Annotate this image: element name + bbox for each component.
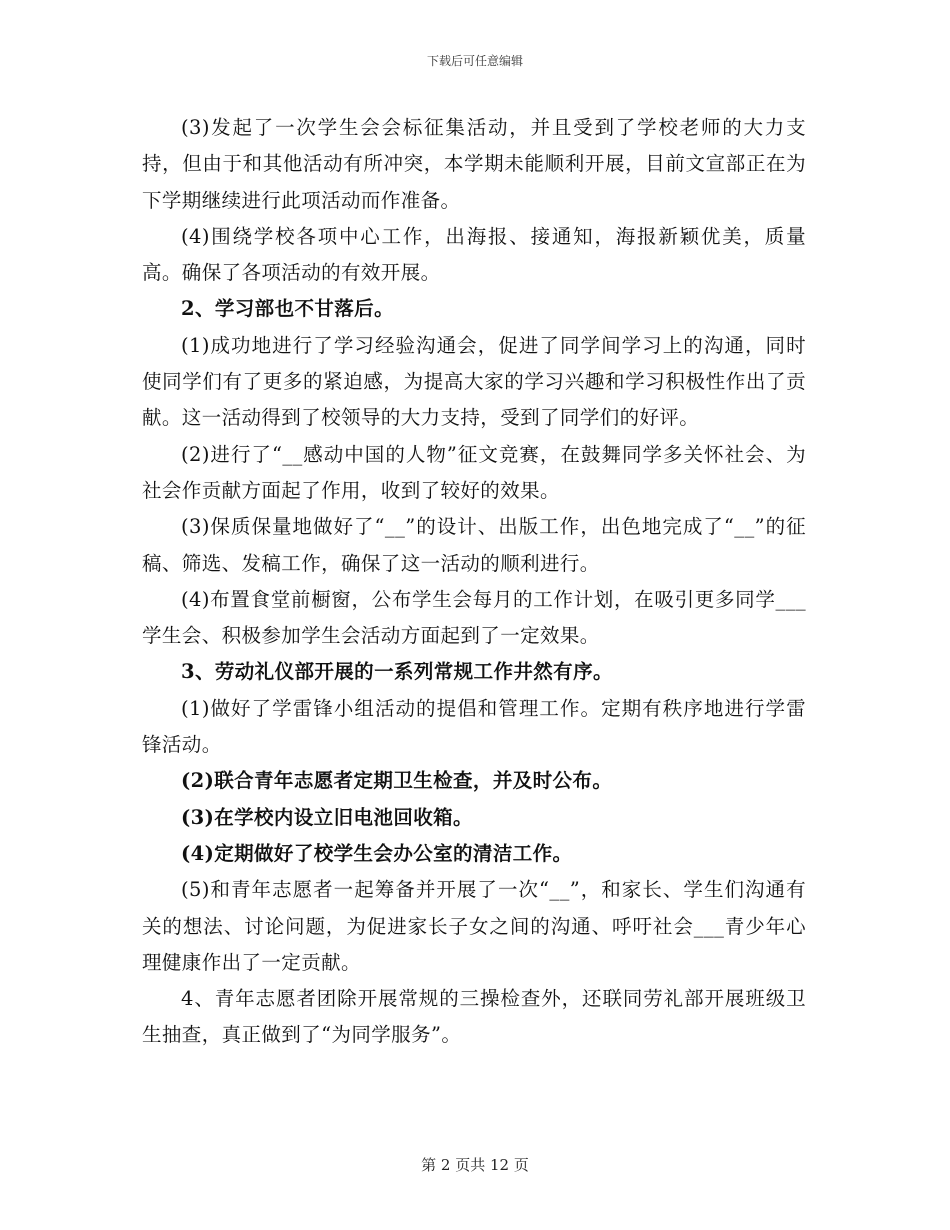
paragraph: (4)围绕学校各项中心工作，出海报、接通知，海报新颖优美，质量高。确保了各项活动的有效开展。 (142, 224, 806, 285)
paragraph: 4、青年志愿者团除开展常规的三操检查外，还联同劳礼部开展班级卫生抽查，真正做到了“为同学服务”。 (142, 987, 806, 1047)
section-heading: 3、劳动礼仪部开展的一系列常规工作井然有序。 (181, 660, 613, 684)
paragraph: (1)做好了学雷锋小组活动的提倡和管理工作。定期有秩序地进行学雷锋活动。 (142, 696, 806, 757)
section-heading: 2、学习部也不甘落后。 (181, 297, 394, 321)
paragraph: (1)成功地进行了学习经验沟通会，促进了同学间学习上的沟通，同时使同学们有了更多的紧迫感，为提高大家的学习兴趣和学习积极性作出了贡献。这一活动得到了校领导的大力支持，受到了同学们的好评。 (142, 333, 806, 430)
paragraph: (2)进行了“__感动中国的人物”征文竞赛，在鼓舞同学多关怀社会、为社会作贡献方面起了作用，收到了较好的效果。 (142, 442, 806, 502)
paragraph: (4)布置食堂前橱窗，公布学生会每月的工作计划，在吸引更多同学___学生会、积极参加学生会活动方面起到了一定效果。 (142, 587, 806, 648)
paragraph-bold: (2)联合青年志愿者定期卫生检查，并及时公布。 (181, 769, 613, 793)
page-footer: 第 2 页共 12 页 (421, 1156, 529, 1174)
paragraph-bold: (4)定期做好了校学生会办公室的清洁工作。 (181, 841, 573, 865)
paragraph: (3)保质保量地做好了“__”的设计、出版工作，出色地完成了“__”的征稿、筛选、发稿工作，确保了这一活动的顺利进行。 (142, 515, 806, 575)
document-body (142, 110, 806, 1054)
paragraph: (5)和青年志愿者一起筹备并开展了一次“__”，和家长、学生们沟通有关的想法、讨论问题，为促进家长子女之间的沟通、呼吁社会___青少年心理健康作出了一定贡献。 (142, 878, 806, 974)
paragraph-bold: (3)在学校内设立旧电池回收箱。 (181, 805, 473, 829)
paragraph: (3)发起了一次学生会会标征集活动，并且受到了学校老师的大力支持，但由于和其他活动有所冲突，本学期未能顺利开展，目前文宣部正在为下学期继续进行此项活动而作准备。 (142, 116, 806, 212)
page-header: 下载后可任意编辑 (426, 54, 523, 68)
